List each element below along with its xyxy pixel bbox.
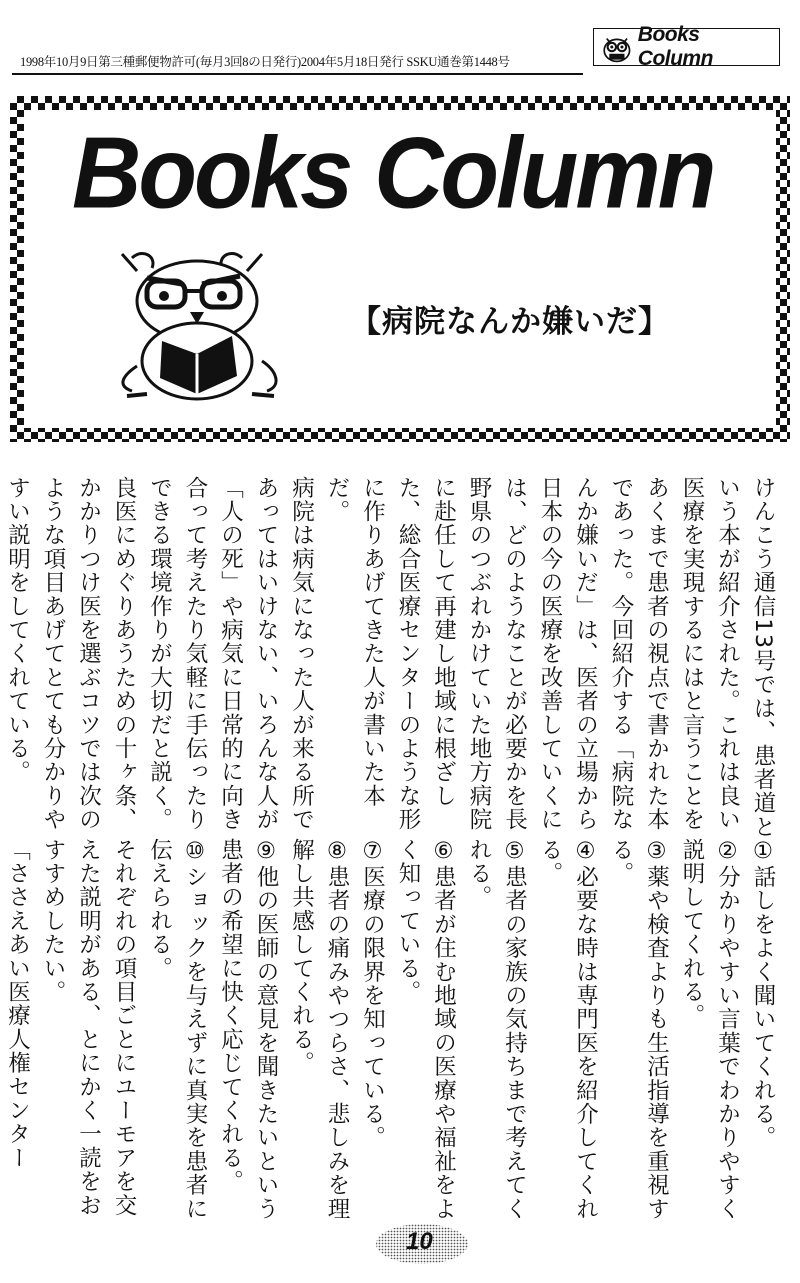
list-item: ④必要な時は専門医を紹介してくれる。: [537, 838, 599, 1221]
list-item: ⑤患者の家族の気持ちまで考えてくれる。: [466, 838, 528, 1221]
publication-info: 1998年10月9日第三種郵便物許可(毎月3回8の日発行)2004年5月18日発行 SSKU通巻第1448号: [20, 55, 510, 69]
article-paragraph: 「ささえあい医療人権センター: [4, 838, 31, 1170]
page-number-badge: [372, 1218, 472, 1268]
article-upper-block: [4, 476, 780, 841]
article-paragraph: けんこう通信13号では、患者道という本が紹介された。これは良い医療を実現するにはと言うことをあくまで患者の視点で書かれた本であった。今回紹介する「病院なんか嫌いだ」は、医者の立場から日本の今の医療を改善していくには、どのようなことが必要かを長野県のつぶれかけていた地方病院に赴任して再建し地域に根ざした、総合医療センターのような形に作りあげてきた人が書いた本だ。: [324, 476, 776, 839]
list-item: ⑨他の医師の意見を聞きたいという患者の希望に快く応じてくれる。: [217, 838, 279, 1221]
badge-title: Books Column: [637, 23, 713, 70]
list-item: ⑩ショックを与えずに真実を患者に伝えられる。: [146, 838, 208, 1221]
page-number: 10: [406, 1228, 433, 1255]
list-item: ②分かりやすい言葉でわかりやすく説明してくれる。: [679, 838, 741, 1221]
books-column-badge: [583, 18, 790, 76]
reading-owl-illustration: [102, 246, 292, 406]
article-paragraph: 病院は病気になった人が来る所であってはいけない、いろんな人が「人の死」や病気に日常的に向き合って考えたり気軽に手伝ったりできる環境作りが大切だと説く。: [146, 476, 315, 832]
banner-title: Books Column: [72, 117, 714, 230]
article-paragraph: 良医にめぐりあうための十ヶ条、かかりつけ医を選ぶコツでは次のような項目あげてとても分かりやすい説明をしてくれている。: [4, 476, 137, 832]
article-paragraph: それぞれの項目ごとにユーモアを交えた説明がある、とにかく一読をおすすめしたい。: [40, 838, 137, 1218]
owl-mini-icon: [600, 30, 634, 64]
list-item: ①話しをよく聞いてくれる。: [750, 838, 776, 1150]
list-item: ⑦医療の限界を知っている。: [359, 838, 386, 1150]
list-item: ⑧患者の痛みやつらさ、悲しみを理解し共感してくれる。: [288, 838, 350, 1221]
column-banner: [10, 96, 790, 442]
article-lower-block: [4, 838, 780, 1238]
book-title: 【病院なんか嫌いだ】: [350, 304, 670, 340]
list-item: ③薬や検査よりも生活指導を重視する。: [608, 838, 670, 1221]
list-item: ⑥患者が住む地域の医療や福祉をよく知っている。: [395, 838, 457, 1221]
